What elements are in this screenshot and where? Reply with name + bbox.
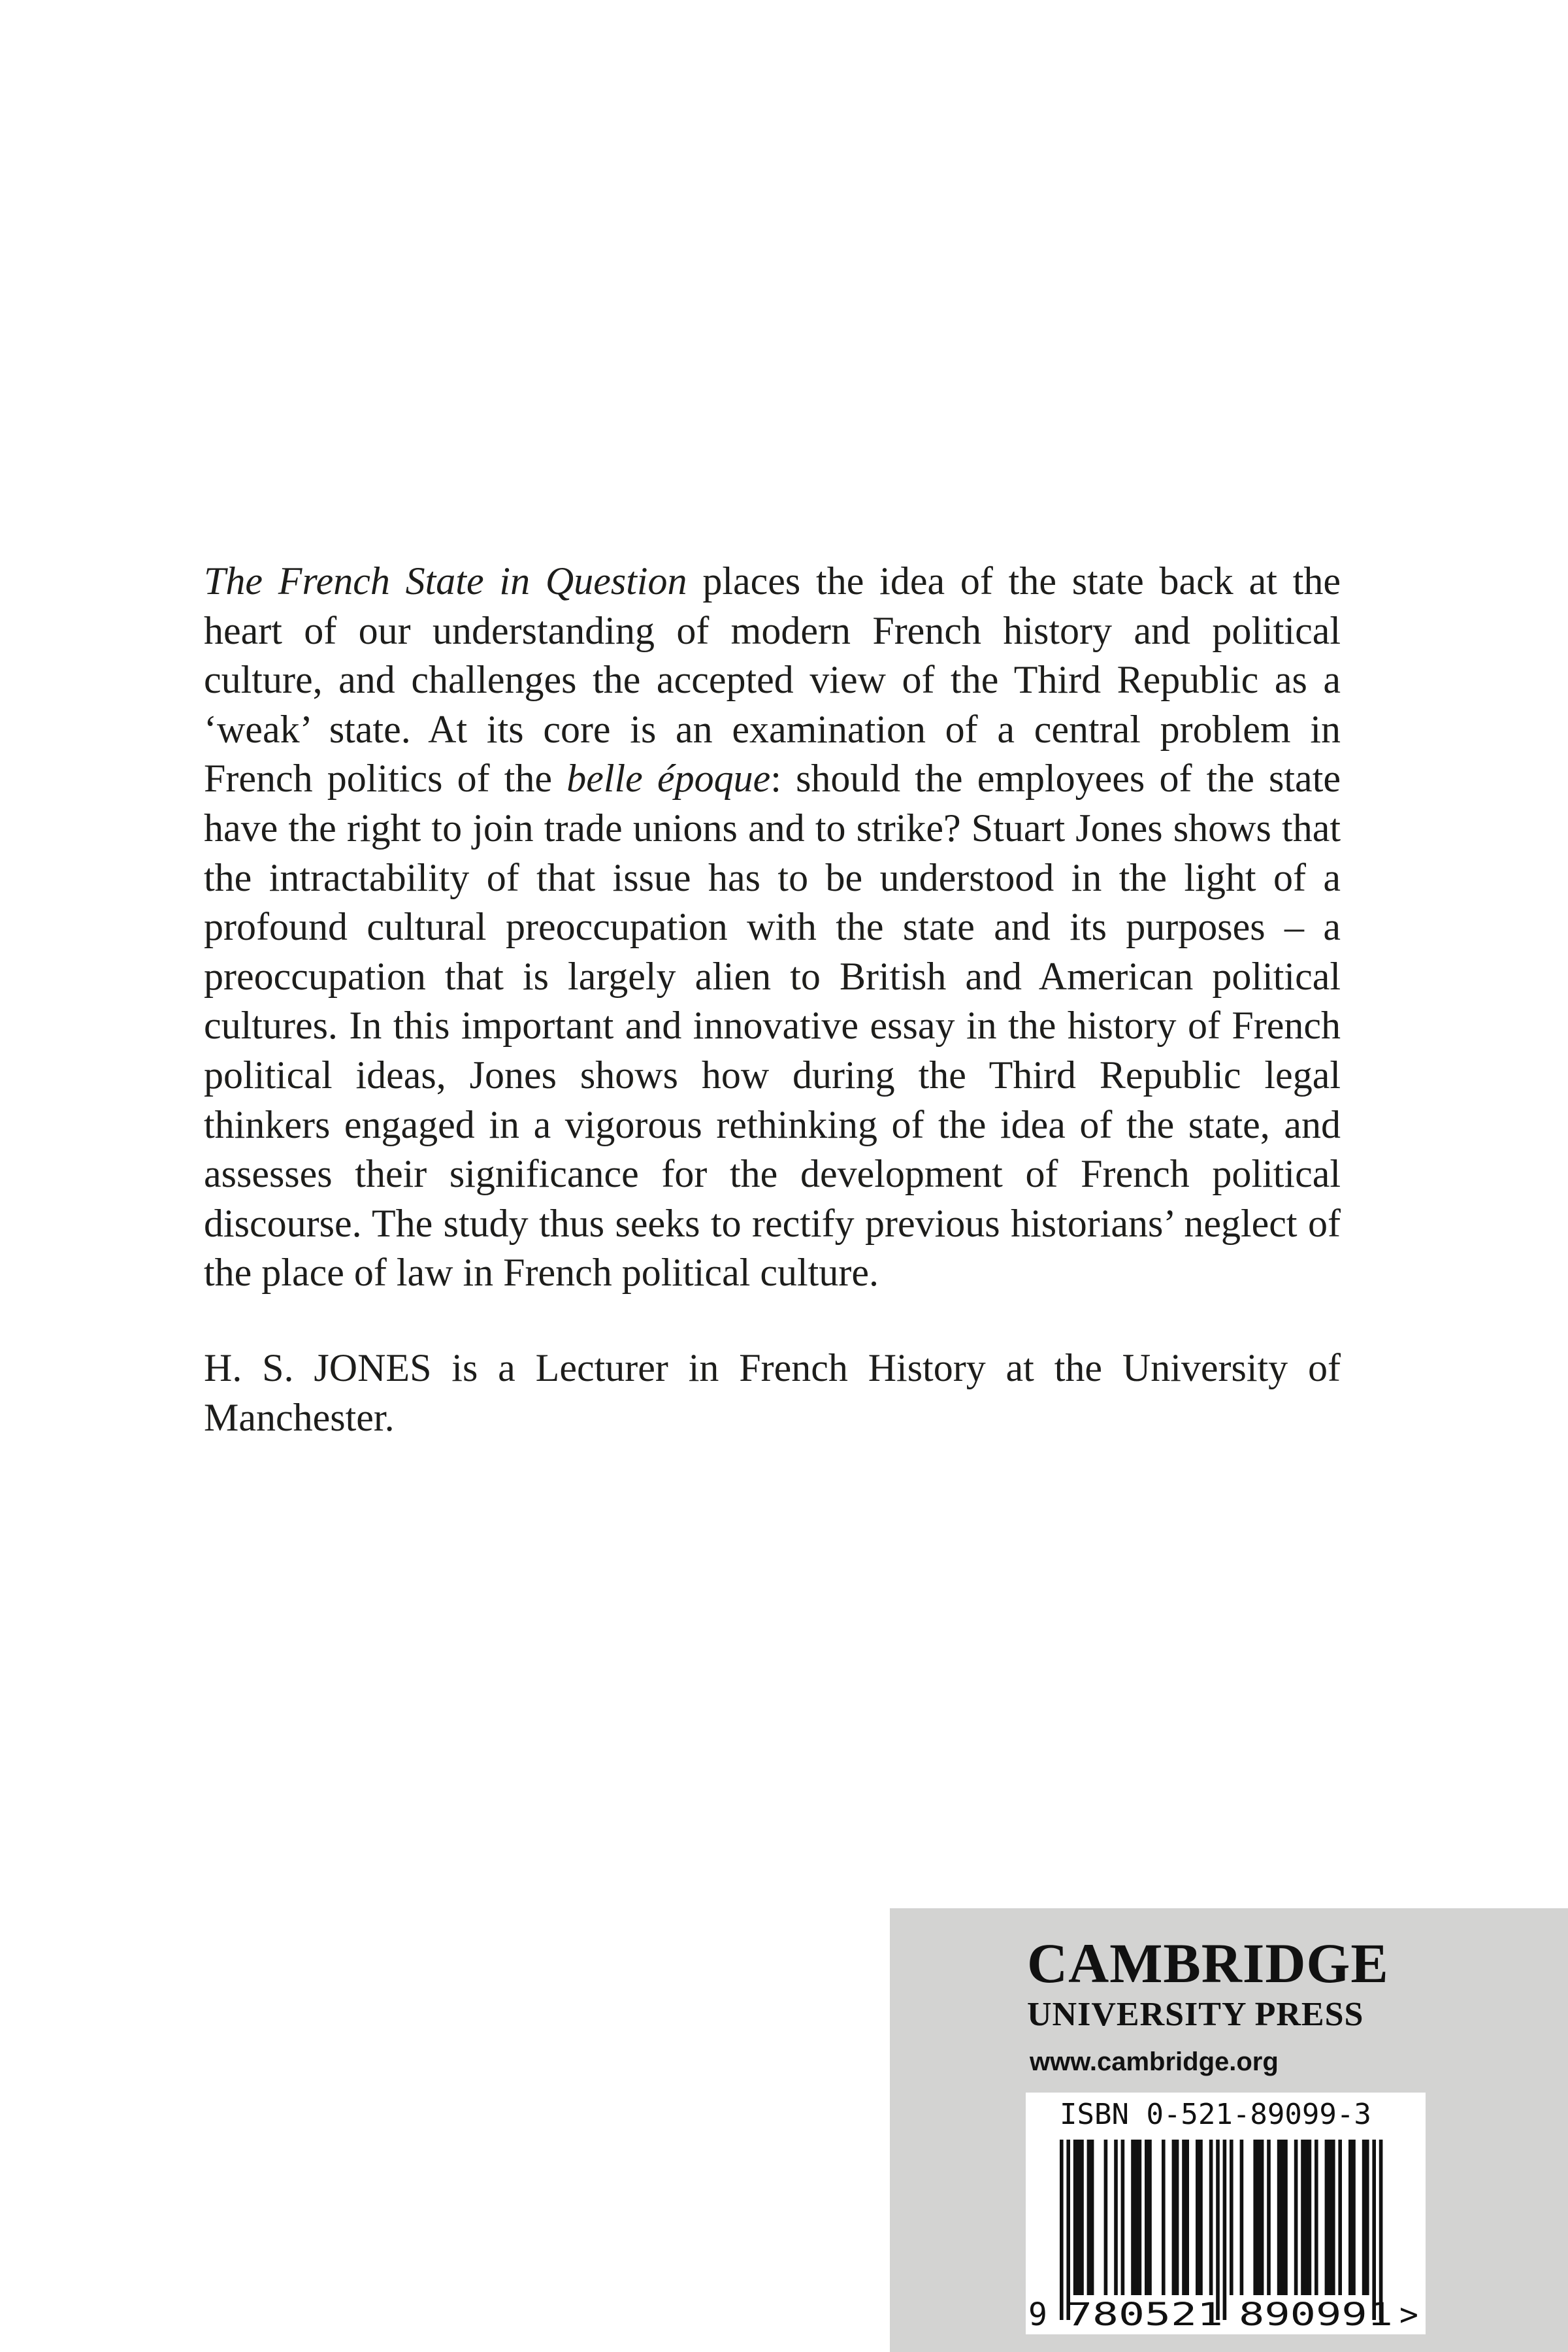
barcode-bar: [1104, 2140, 1108, 2295]
barcode-bar: [1267, 2140, 1271, 2295]
publisher-logo-text: [1027, 1933, 1550, 2034]
barcode-bar: [1185, 2140, 1189, 2295]
barcode-bar: [1253, 2140, 1257, 2295]
publisher-panel: [890, 1908, 1568, 2352]
barcode-bar: [1277, 2140, 1281, 2295]
barcode-bar: [1199, 2140, 1203, 2295]
barcode-bar: [1230, 2140, 1233, 2295]
description-text-part-2: : should the employees of the state have the right to join trade unions and to strike? Stuart Jones shows that the intractability of that issue has to be understood in the light of a profound cultural preoccupation with the state and its purposes – a preoccupation that is largely alien to British and American political cultures. In this important and innovative essay in the history of French political ideas, Jones shows how during the Third Republic legal thinkers engaged in a vigorous rethinking of the idea of the state, and assesses their significance for the development of French political discourse. The study thus seeks to rectify previous historians’ neglect of the place of law in French political culture.: [204, 757, 1341, 1295]
barcode-bar: [1294, 2140, 1298, 2295]
book-title-italic: The French State in Question: [204, 559, 687, 603]
barcode-guard-bar: [1066, 2140, 1070, 2320]
barcode-bar: [1328, 2140, 1332, 2295]
barcode-bar: [1196, 2140, 1200, 2295]
barcode-bar: [1240, 2140, 1244, 2295]
barcode-quiet-marker: >: [1399, 2296, 1418, 2332]
barcode-bar: [1304, 2140, 1308, 2295]
barcode-bar: [1138, 2140, 1142, 2295]
barcode-bar: [1131, 2140, 1135, 2295]
barcode-bar: [1260, 2140, 1264, 2295]
publisher-url: www.cambridge.org: [1030, 2047, 1279, 2076]
barcode-bar: [1077, 2140, 1081, 2295]
barcode-bar: [1315, 2140, 1318, 2295]
barcode-right-digits: 890991: [1239, 2296, 1393, 2332]
barcode-bar: [1352, 2140, 1356, 2295]
barcode-bar: [1284, 2140, 1288, 2295]
barcode-left-digits: 780521: [1066, 2296, 1223, 2332]
barcode-guard-bar: [1216, 2140, 1220, 2320]
description-text-part-1: places the idea of the state back at the heart of our understanding of modern French history and political culture, and challenges the accepted view of the Third Republic as a ‘weak’ state. At its core is an examination of a central problem in French politics of the: [204, 559, 1341, 801]
belle-epoque-italic: belle époque: [566, 757, 771, 801]
barcode-bar: [1073, 2140, 1077, 2295]
barcode-bar: [1114, 2140, 1118, 2295]
barcode-block: [1026, 2093, 1426, 2334]
barcode-bar: [1090, 2140, 1094, 2295]
barcode-bar: [1331, 2140, 1335, 2295]
barcode-bar: [1162, 2140, 1166, 2295]
barcode-bars: [1060, 2140, 1382, 2320]
barcode-bar: [1209, 2140, 1213, 2295]
isbn-label: ISBN 0-521-89099-3: [1060, 2098, 1371, 2131]
barcode-bar: [1325, 2140, 1329, 2295]
barcode-guard-bar: [1060, 2140, 1064, 2320]
barcode-bar: [1362, 2140, 1366, 2295]
barcode-bar: [1348, 2140, 1352, 2295]
author-note: H. S. JONES is a Lecturer in French History at the University of Manchester.: [204, 1346, 1341, 1439]
barcode-bar: [1257, 2140, 1261, 2295]
barcode-bar: [1182, 2140, 1186, 2295]
description-paragraph: [204, 557, 1341, 1298]
barcode-bar: [1145, 2140, 1149, 2295]
barcode-bar: [1175, 2140, 1179, 2295]
publisher-name-line1: CAMBRIDGE: [1027, 1932, 1389, 1995]
barcode-bar: [1365, 2140, 1369, 2295]
barcode-guard-bar: [1372, 2140, 1376, 2320]
barcode-bar: [1121, 2140, 1125, 2295]
barcode-bar: [1338, 2140, 1342, 2295]
barcode-bar: [1308, 2140, 1312, 2295]
publisher-name-line2: UNIVERSITY PRESS: [1027, 1996, 1364, 2033]
barcode-guard-bar: [1223, 2140, 1227, 2320]
barcode-bar: [1134, 2140, 1138, 2295]
barcode-bar: [1301, 2140, 1305, 2295]
barcode-bar: [1281, 2140, 1284, 2295]
book-description: [204, 557, 1341, 1442]
barcode-bar: [1172, 2140, 1176, 2295]
barcode-bar: [1148, 2140, 1152, 2295]
barcode-guard-bar: [1379, 2140, 1383, 2320]
barcode-lead-digit: 9: [1028, 2296, 1047, 2332]
barcode-image: [1026, 2136, 1426, 2332]
barcode-bar: [1087, 2140, 1091, 2295]
barcode-bar: [1080, 2140, 1084, 2295]
